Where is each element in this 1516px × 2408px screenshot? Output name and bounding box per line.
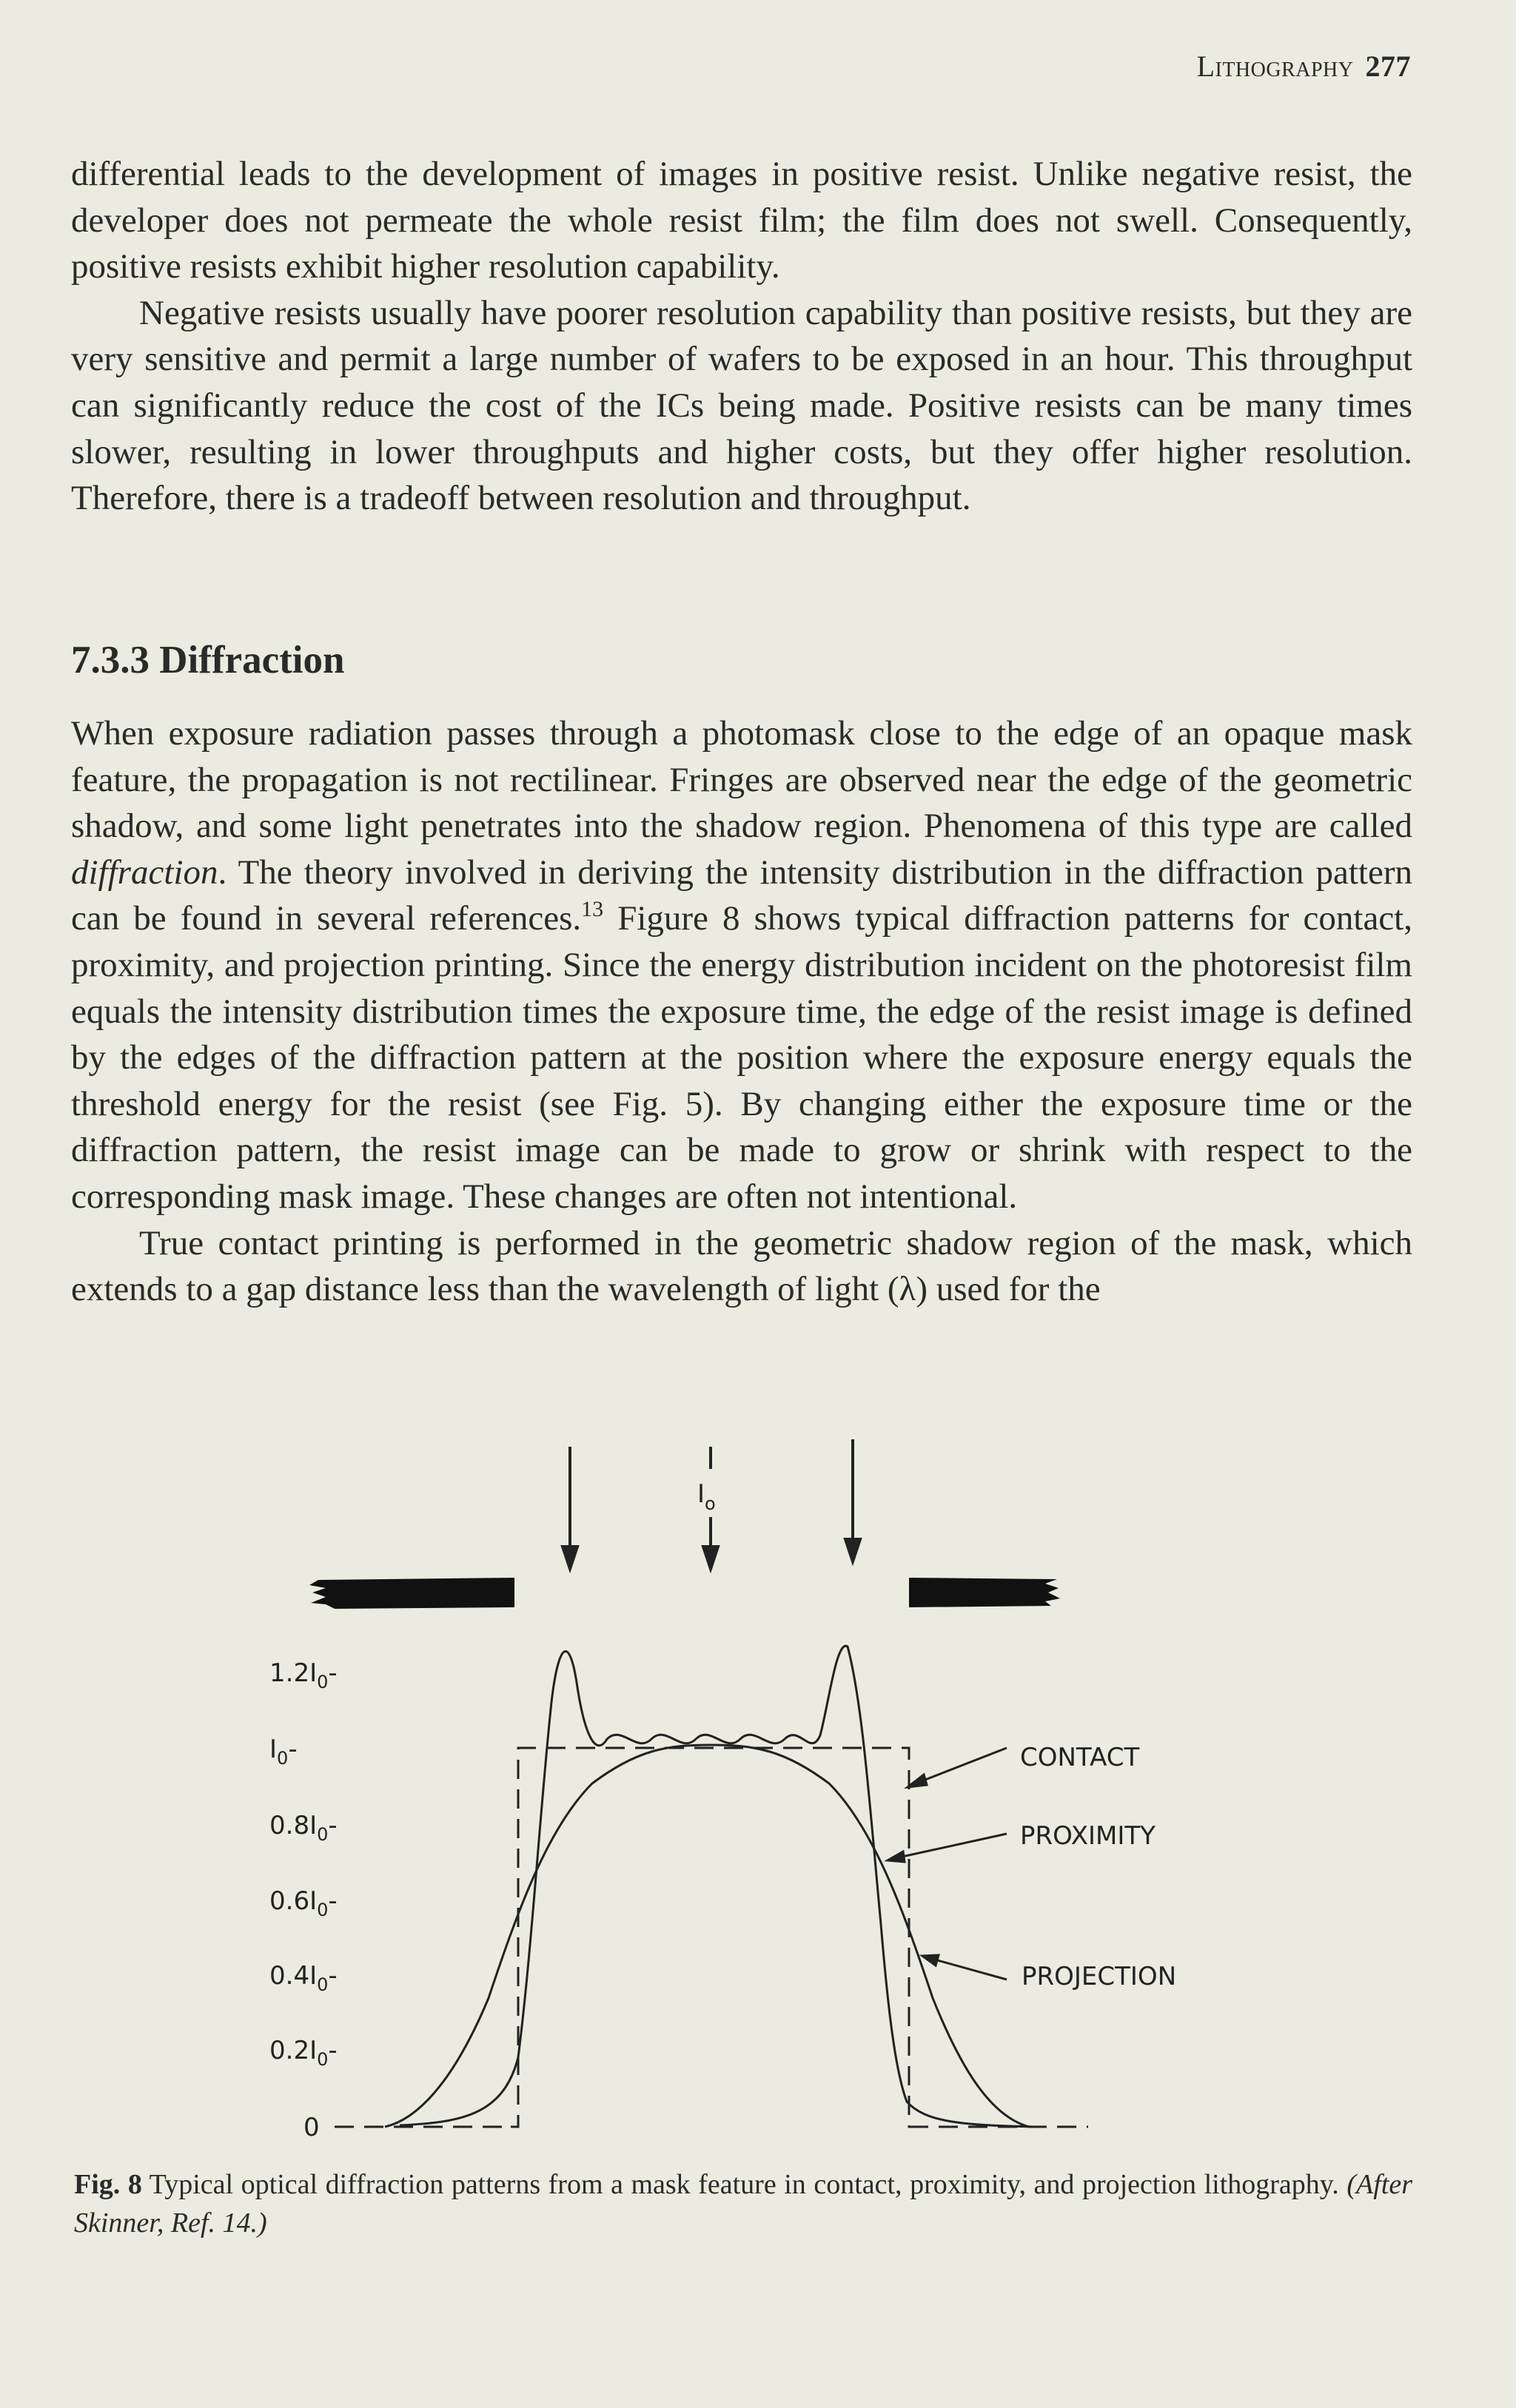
paragraph: differential leads to the development of images in positive resist. Unlike negative resist, the developer does not permeate the whole resist film; the film does not swell. Consequently, positive resists exhibit higher resolution capability.: [71, 155, 1412, 286]
label-projection: PROJECTION: [1022, 1962, 1177, 1991]
italic-term: diffraction: [71, 852, 218, 892]
running-title: Lithography: [1196, 50, 1354, 83]
label-contact: CONTACT: [1020, 1743, 1140, 1772]
caption-text: Typical optical diffraction patterns from a mask feature in contact, proximity, and projection lithography.: [141, 2169, 1347, 2200]
page-number: 277: [1365, 50, 1411, 83]
y-tick-label: $0.4I_0-$: [269, 1961, 338, 1995]
paragraph-text: . The theory involved in deriving the intensity distribution in the diffraction pattern can be found in several references.: [71, 852, 1412, 938]
paragraph: [71, 710, 1412, 1220]
arrowhead-icon: [908, 1775, 927, 1787]
section-title: Diffraction: [159, 639, 345, 682]
y-tick-label: $0.6I_0-$: [269, 1886, 338, 1920]
proximity-curve: [400, 1646, 1036, 2127]
figure-label: Fig. 8: [74, 2169, 142, 2200]
leader-projection: [927, 1957, 1007, 1980]
diffraction-paragraphs: [71, 710, 1412, 1313]
y-axis-labels: [269, 1658, 338, 2139]
arrowhead-icon: [563, 1547, 577, 1569]
caption-attribution: (After Skinner, Ref. 14.): [74, 2169, 1412, 2239]
y-tick-label: $1.2I_0-$: [269, 1658, 338, 1692]
y-tick-label: 0: [303, 2113, 320, 2139]
incident-intensity-label: $I_o$: [697, 1479, 716, 1514]
arrowhead-icon: [703, 1547, 718, 1569]
y-tick-label: $0.2I_0-$: [269, 2036, 338, 2070]
y-tick-label: $I_0-$: [269, 1735, 298, 1769]
paragraph-text: Figure 8 shows typical diffraction patterns for contact, proximity, and projection printing. Since the energy distribution incident on the photoresist film equals the intensity distribution times the exposure time, the edge of the resist image is defined by the edges of the diffraction pattern at the position where the exposure energy equals the threshold energy for the resist (see Fig. 5). By changing either the exposure time or the diffraction pattern, the resist image can be made to grow or shrink with respect to the corresponding mask image. These changes are often not intentional.: [71, 899, 1412, 1216]
mask-feature-right: [909, 1578, 1060, 1607]
intro-paragraphs: [71, 151, 1412, 522]
y-tick-label: $0.8I_0-$: [269, 1811, 338, 1845]
diffraction-figure: [252, 1428, 1244, 2139]
contact-curve: [511, 1748, 916, 2127]
arrowhead-icon: [888, 1852, 905, 1862]
section-heading: [71, 638, 344, 682]
projection-curve: [385, 1745, 1029, 2127]
running-head: [1197, 49, 1411, 84]
mask: [309, 1578, 1060, 1609]
paragraph-text: When exposure radiation passes through a photomask close to the edge of an opaque mask feature, the propagation is not rectilinear. Fringes are observed near the edge of the geometric shadow, and some light penetrates into the shadow region. Phenomena of this type are called: [71, 714, 1412, 846]
arrowhead-icon: [845, 1539, 860, 1561]
label-proximity: PROXIMITY: [1020, 1821, 1156, 1851]
reference-number: 13: [581, 897, 604, 922]
figure-caption: [74, 2165, 1412, 2242]
paragraph: Negative resists usually have poorer resolution capability than positive resists, but they are very sensitive and permit a large number of wafers to be exposed in an hour. This throughput can significantly reduce the cost of the ICs being made. Positive resists can be many times slower, resulting in lower throughputs and higher costs, but they offer higher resolution. Therefore, there is a tradeoff between resolution and throughput.: [71, 293, 1412, 518]
paragraph: True contact printing is performed in the geometric shadow region of the mask, which extends to a gap distance less than the wavelength of light (λ) used for the: [71, 1223, 1412, 1309]
arrowhead-icon: [922, 1955, 939, 1965]
mask-feature-left: [309, 1578, 514, 1609]
section-number: 7.3.3: [71, 639, 150, 682]
leaders: [888, 1748, 1007, 1980]
